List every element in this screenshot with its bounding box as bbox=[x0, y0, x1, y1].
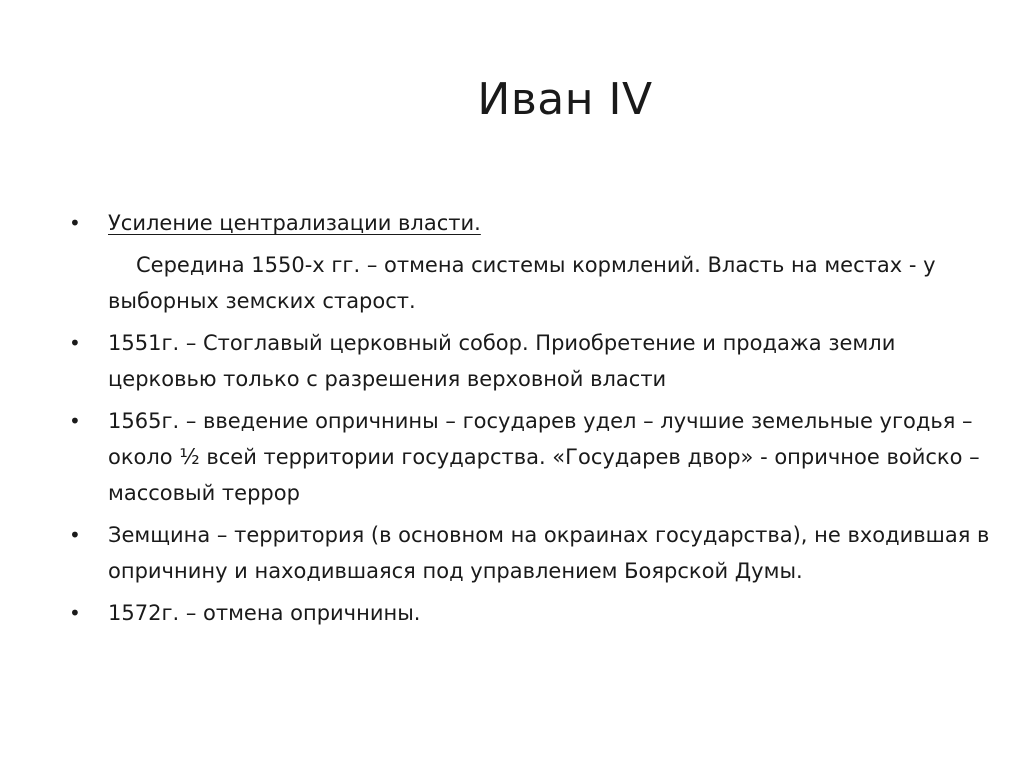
subtext-kormleniya: Середина 1550-х гг. – отмена системы кормлений. Власть на местах - у выборных земских старост. bbox=[108, 253, 936, 313]
bullet-dot-icon: • bbox=[69, 211, 81, 235]
bullet-text-centralization: Усиление централизации власти. bbox=[108, 211, 481, 235]
bullet-dot-icon: • bbox=[69, 601, 81, 625]
bullet-list bbox=[0, 205, 1024, 637]
bullet-item-cancel bbox=[0, 595, 1024, 631]
bullet-text-zemshchina: Земщина – территория (в основном на окраинах государства), не входившая в опричнину и находившаяся под управлением Боярской Думы. bbox=[108, 523, 990, 583]
bullet-dot-icon: • bbox=[69, 523, 81, 547]
bullet-item-zemshchina bbox=[0, 517, 1024, 589]
bullet-item-centralization bbox=[0, 205, 1024, 241]
bullet-dot-icon: • bbox=[69, 331, 81, 355]
bullet-item-stoglav bbox=[0, 325, 1024, 397]
bullet-text-stoglav: 1551г. – Стоглавый церковный собор. Приобретение и продажа земли церковью только с разрешения верховной власти bbox=[108, 331, 896, 391]
bullet-text-oprichnina: 1565г. – введение опричнины – государев удел – лучшие земельные угодья – около ½ всей территории государства. «Государев двор» - опричное войско – массовый террор bbox=[108, 409, 980, 505]
slide-title: Иван IV bbox=[477, 74, 653, 125]
bullet-item-oprichnina bbox=[0, 403, 1024, 511]
bullet-text-cancel: 1572г. – отмена опричнины. bbox=[108, 601, 421, 625]
bullet-dot-icon: • bbox=[69, 409, 81, 433]
